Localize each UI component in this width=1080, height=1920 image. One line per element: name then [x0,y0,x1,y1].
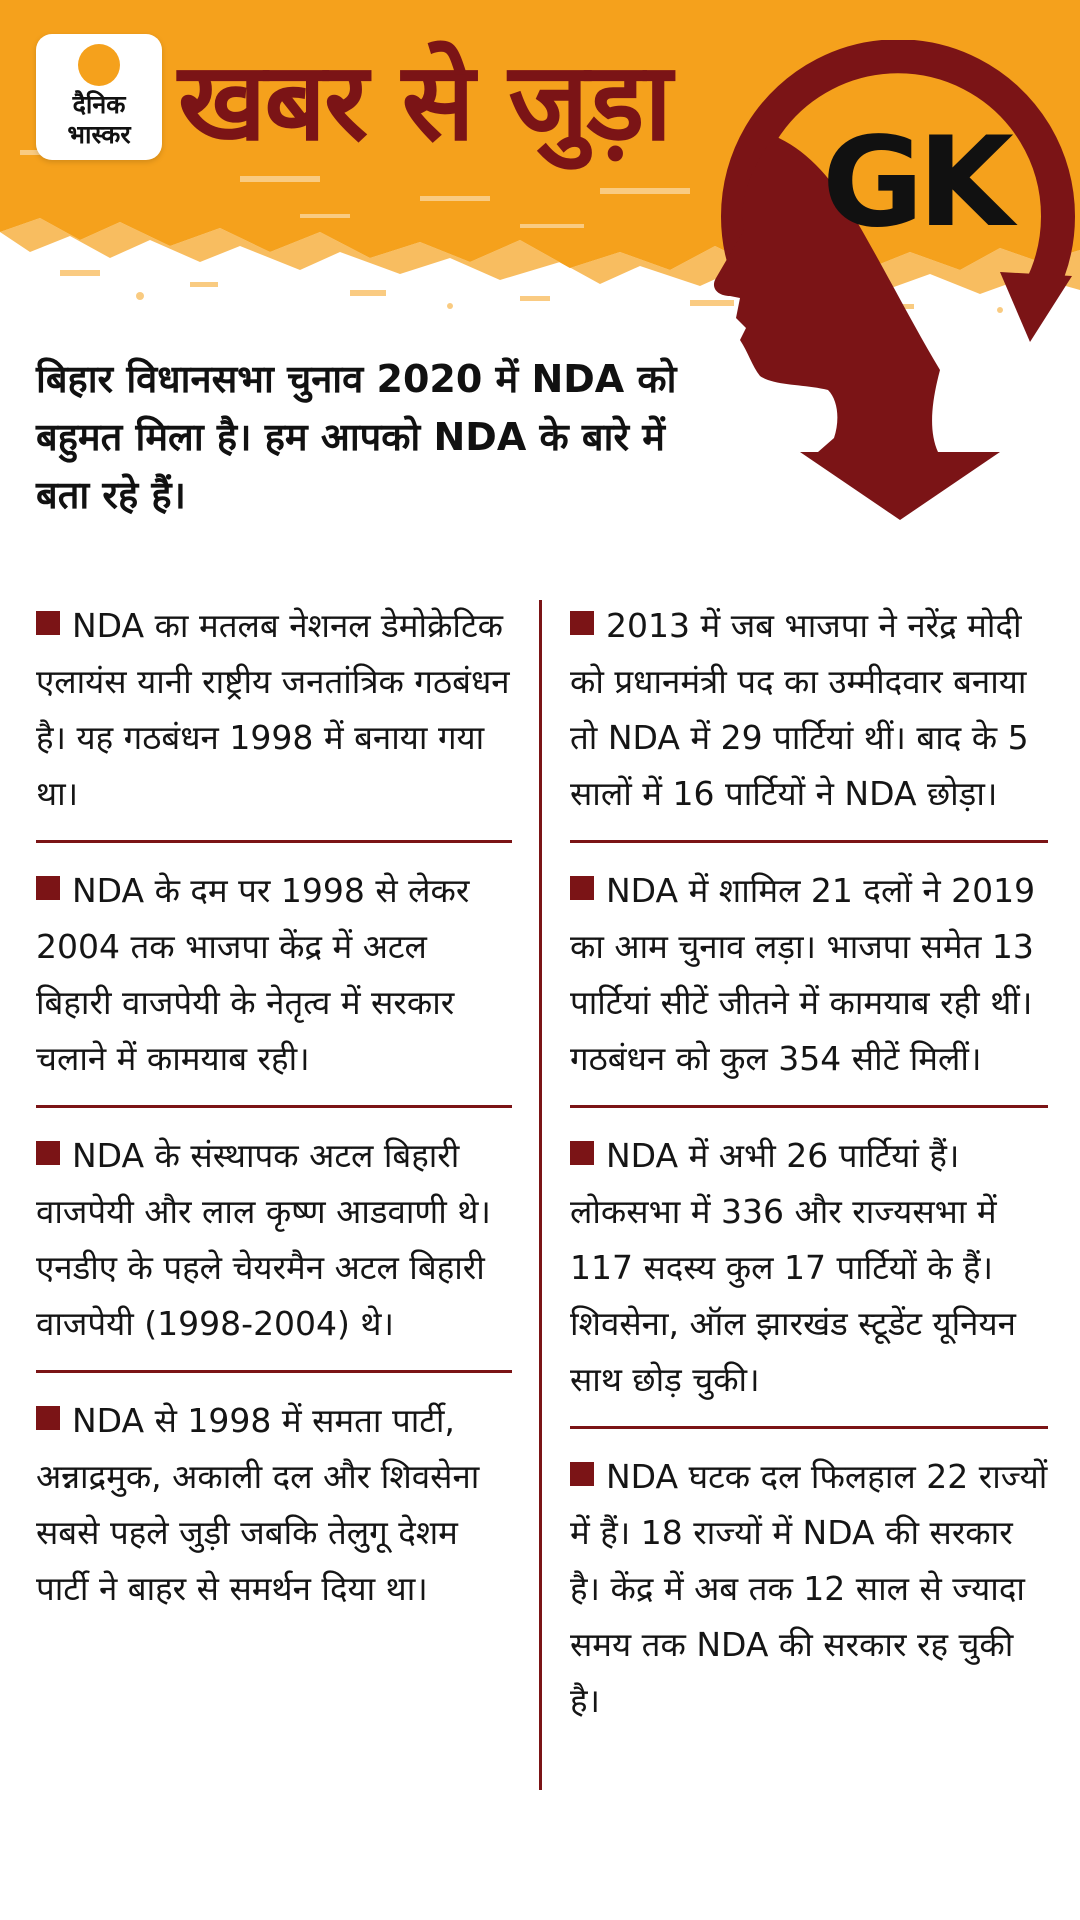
square-bullet-icon [36,611,60,635]
page-title: खबर से जुड़ा [178,40,671,165]
right-column [570,590,1048,1759]
square-bullet-icon [570,1462,594,1486]
fact-text: NDA से 1998 में समता पार्टी, अन्नाद्रमुक, अकाली दल और शिवसेना सबसे पहले जुड़ी जबकि तेलुगू देशम पार्टी ने बाहर से समर्थन दिया था। [36,1401,480,1608]
sun-icon [78,44,120,86]
fact-item [570,855,1048,1108]
dainik-bhaskar-logo [36,34,162,160]
fact-item [36,1385,512,1635]
logo-text-line2: भास्कर [67,120,131,149]
fact-text: NDA में अभी 26 पार्टियां हैं। लोकसभा में 336 और राज्यसभा में 117 सदस्य कुल 17 पार्टियों के हैं। शिवसेना, ऑल झारखंड स्टूडेंट यूनियन साथ छोड़ चुकी। [570,1136,1016,1399]
fact-item [36,1120,512,1373]
fact-item [36,855,512,1108]
fact-text: NDA का मतलब नेशनल डेमोक्रेटिक एलायंस यानी राष्ट्रीय जनतांत्रिक गठबंधन है। यह गठबंधन 1998 में बनाया गया था। [36,606,510,813]
column-divider [539,600,542,1790]
square-bullet-icon [36,1141,60,1165]
left-column [36,590,512,1647]
fact-text: NDA में शामिल 21 दलों ने 2019 का आम चुनाव लड़ा। भाजपा समेत 13 पार्टियां सीटें जीतने में कामयाब रही थीं। गठबंधन को कुल 354 सीटें मिलीं। [570,871,1036,1078]
square-bullet-icon [570,611,594,635]
square-bullet-icon [36,876,60,900]
fact-item [570,1441,1048,1747]
fact-text: 2013 में जब भाजपा ने नरेंद्र मोदी को प्रधानमंत्री पद का उम्मीदवार बनाया तो NDA में 29 पार्टियां थीं। बाद के 5 सालों में 16 पार्टियों ने NDA छोड़ा। [570,606,1029,813]
fact-item [36,590,512,843]
square-bullet-icon [36,1406,60,1430]
intro-text: बिहार विधानसभा चुनाव 2020 में NDA को बहुमत मिला है। हम आपको NDA के बारे में बता रहे हैं। [36,357,677,517]
fact-text: NDA घटक दल फिलहाल 22 राज्यों में हैं। 18 राज्यों में NDA की सरकार है। केंद्र में अब तक 12 साल से ज्यादा समय तक NDA की सरकार रह चुकी है। [570,1457,1048,1720]
square-bullet-icon [570,1141,594,1165]
fact-item [570,1120,1048,1429]
fact-item [570,590,1048,843]
logo-text-line1: दैनिक [72,90,126,119]
fact-text: NDA के दम पर 1998 से लेकर 2004 तक भाजपा केंद्र में अटल बिहारी वाजपेयी के नेतृत्व में सरकार चलाने में कामयाब रही। [36,871,470,1078]
square-bullet-icon [570,876,594,900]
fact-text: NDA के संस्थापक अटल बिहारी वाजपेयी और लाल कृष्ण आडवाणी थे। एनडीए के पहले चेयरमैन अटल बिहारी वाजपेयी (1998-2004) थे। [36,1136,491,1343]
gk-badge: GK [822,111,1008,255]
